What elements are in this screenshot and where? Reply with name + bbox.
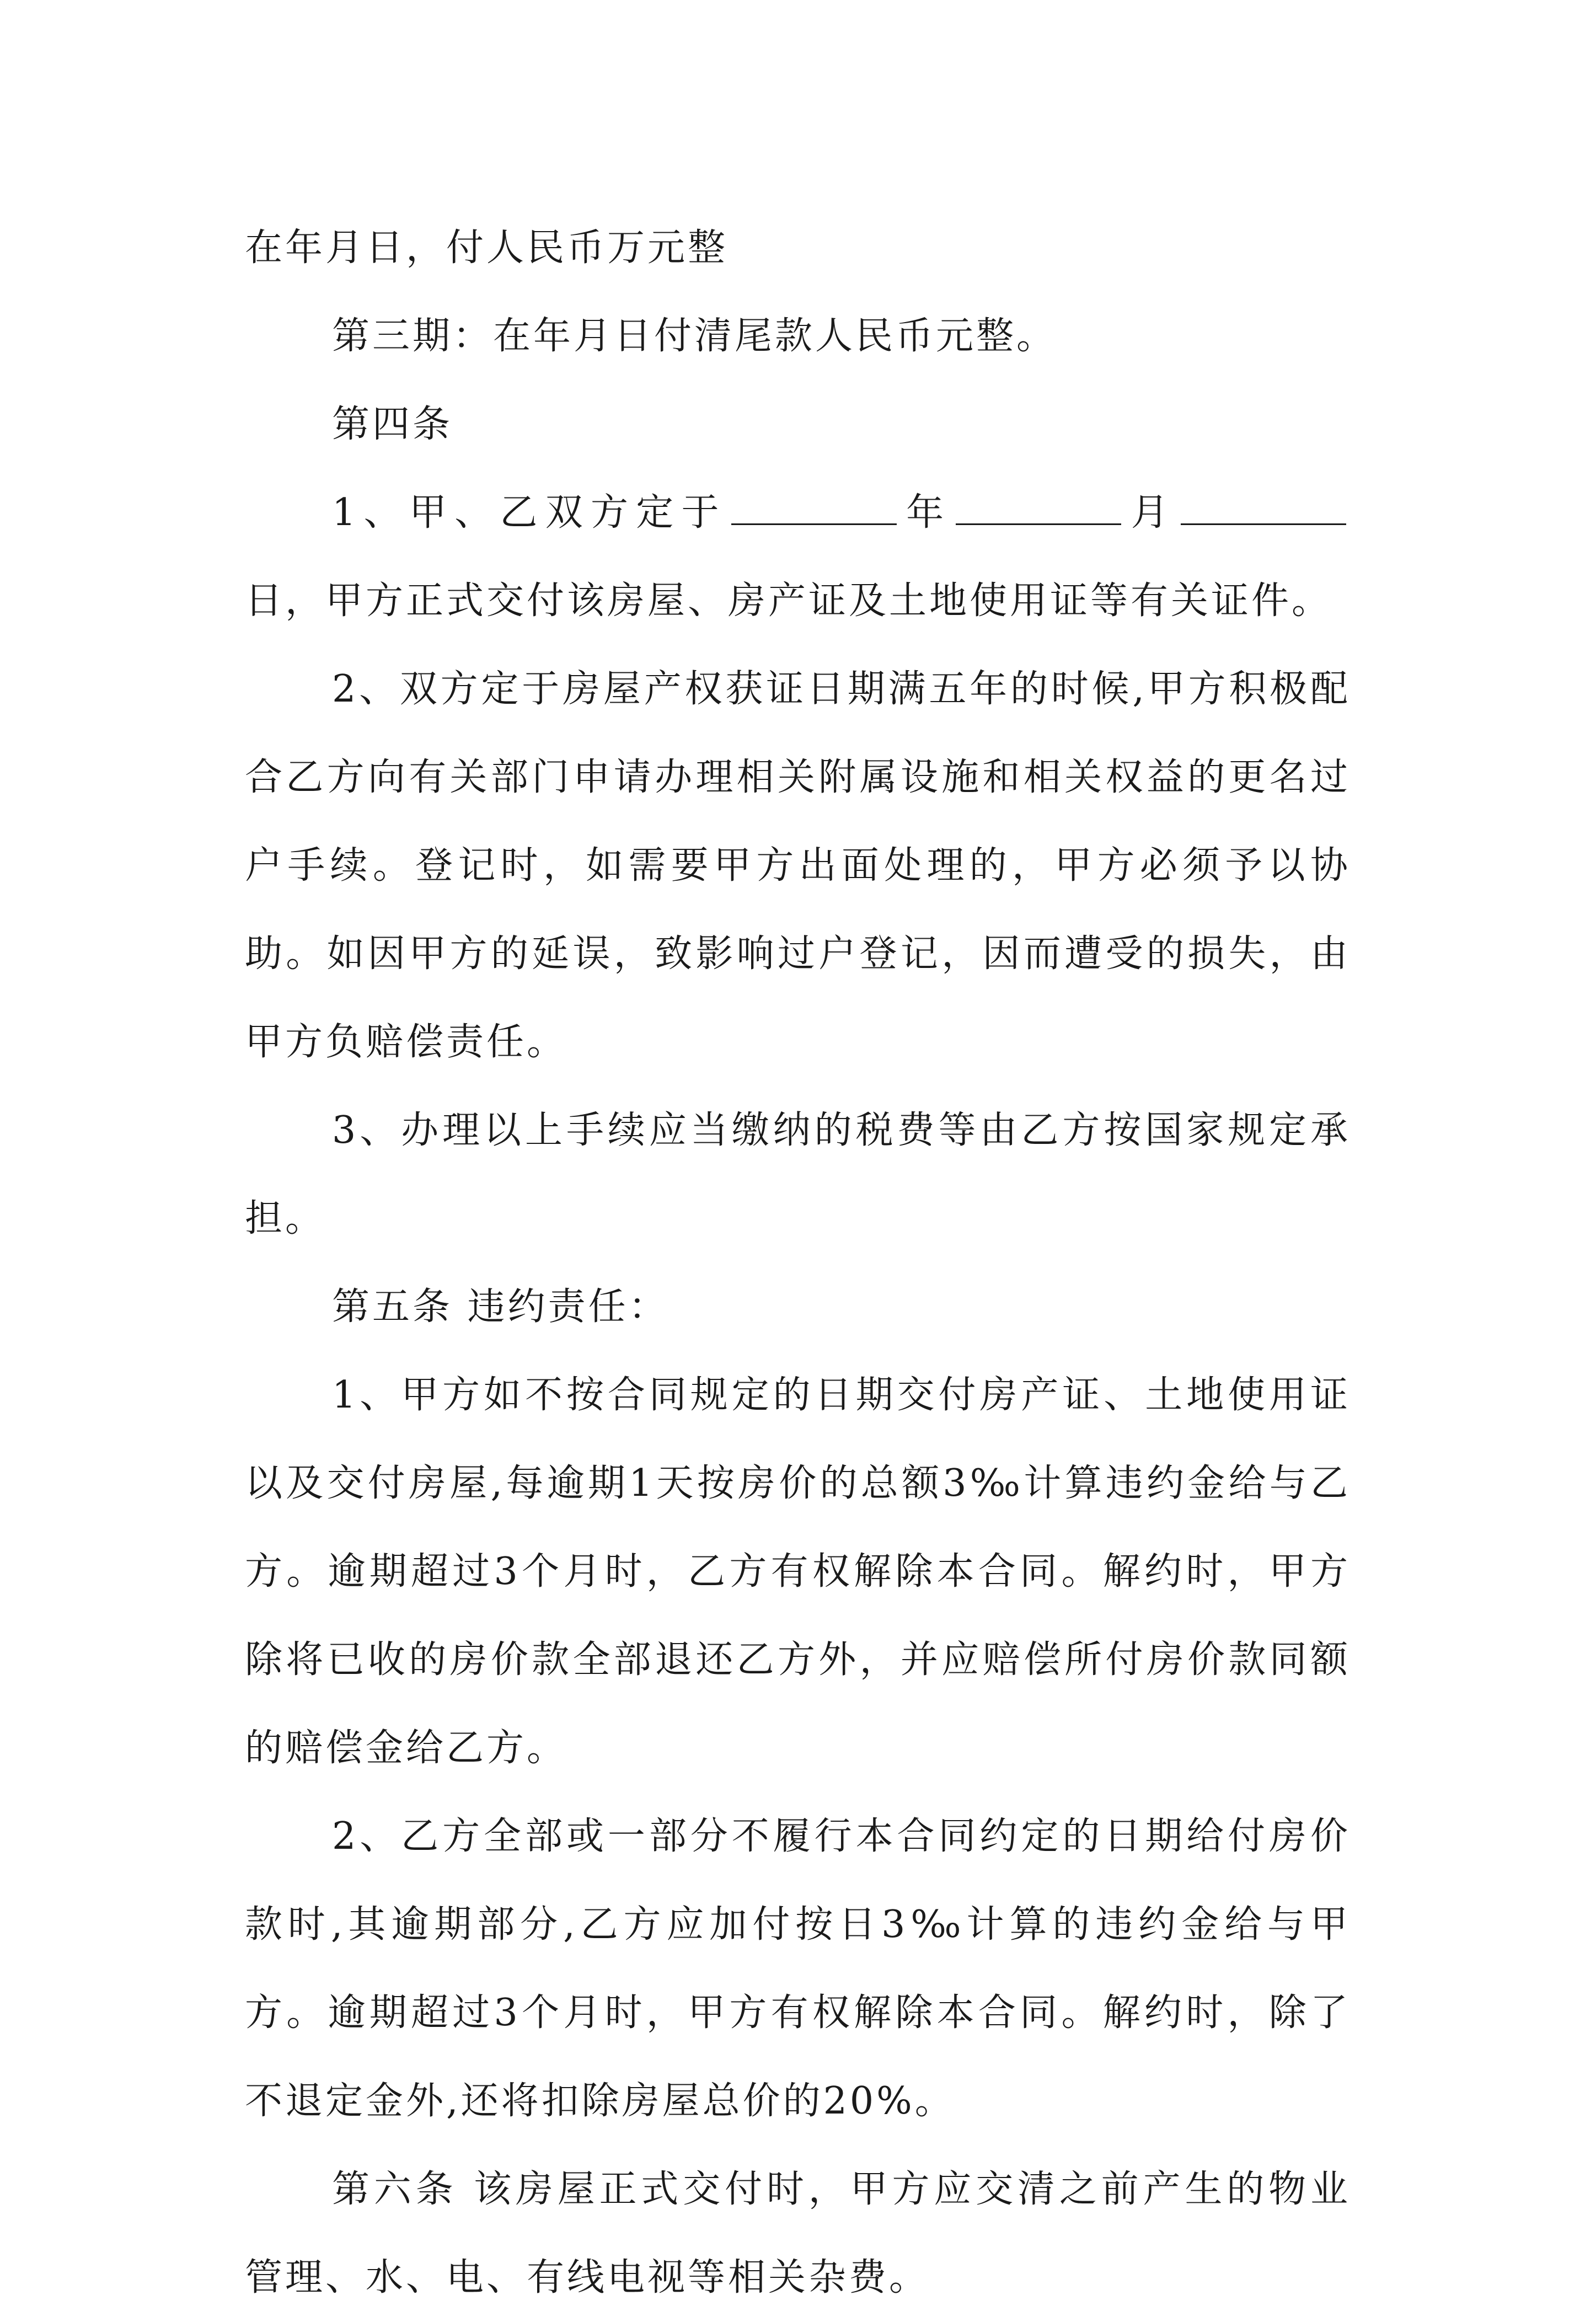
- day-label: 日，: [245, 579, 326, 623]
- item-1-rest: 甲方正式交付该房屋、房产证及土地使用证等有关证件。: [325, 579, 1332, 623]
- paragraph-article-four-item-3: 3、办理以上手续应当缴纳的税费等由乙方按国家规定承担。: [245, 1109, 1351, 1240]
- paragraph-article-four-item-2: 2、双方定于房屋产权获证日期满五年的时候,甲方积极配合乙方向有关部门申请办理相关附属设施和相关权益的更名过户手续。登记时，如需要甲方出面处理的，甲方必须予以协助。如因甲方的延误，致影响过户登记，因而遭受的损失，由甲方负赔偿责任。: [245, 667, 1351, 1064]
- year-blank: [731, 523, 897, 525]
- paragraph-installment-three: 第三期：在年月日付清尾款人民币元整。: [332, 314, 1057, 358]
- paragraph-article-four-item-1: [245, 469, 1351, 645]
- paragraph-article-six: 第六条 该房屋正式交付时，甲方应交清之前产生的物业管理、水、电、有线电视等相关杂费。: [245, 2168, 1351, 2299]
- item-1-prefix: 1、甲、乙双方定于: [332, 491, 727, 534]
- paragraph-article-five-item-1: 1、甲方如不按合同规定的日期交付房产证、土地使用证以及交付房屋,每逾期1天按房价的总额3‰计算违约金给与乙方。逾期超过3个月时，乙方有权解除本合同。解约时，甲方除将已收的房价款全部退还乙方外，并应赔偿所付房价款同额的赔偿金给乙方。: [245, 1373, 1351, 1770]
- document-body: [245, 204, 1351, 2322]
- heading-article-four: 第四条: [332, 403, 453, 446]
- year-label: 年: [901, 491, 952, 534]
- day-blank: [1181, 523, 1346, 525]
- paragraph-installment-two-end: 在年月日，付人民币万元整: [245, 226, 729, 270]
- paragraph-article-five-item-2: 2、乙方全部或一部分不履行本合同约定的日期给付房价款时,其逾期部分,乙方应加付按日3‰计算的违约金给与甲方。逾期超过3个月时，甲方有权解除本合同。解约时，除了不退定金外,还将扣除房屋总价的20%。: [245, 1815, 1351, 2123]
- heading-article-five: 第五条 违约责任：: [332, 1285, 669, 1329]
- month-label: 月: [1126, 491, 1176, 534]
- month-blank: [956, 523, 1121, 525]
